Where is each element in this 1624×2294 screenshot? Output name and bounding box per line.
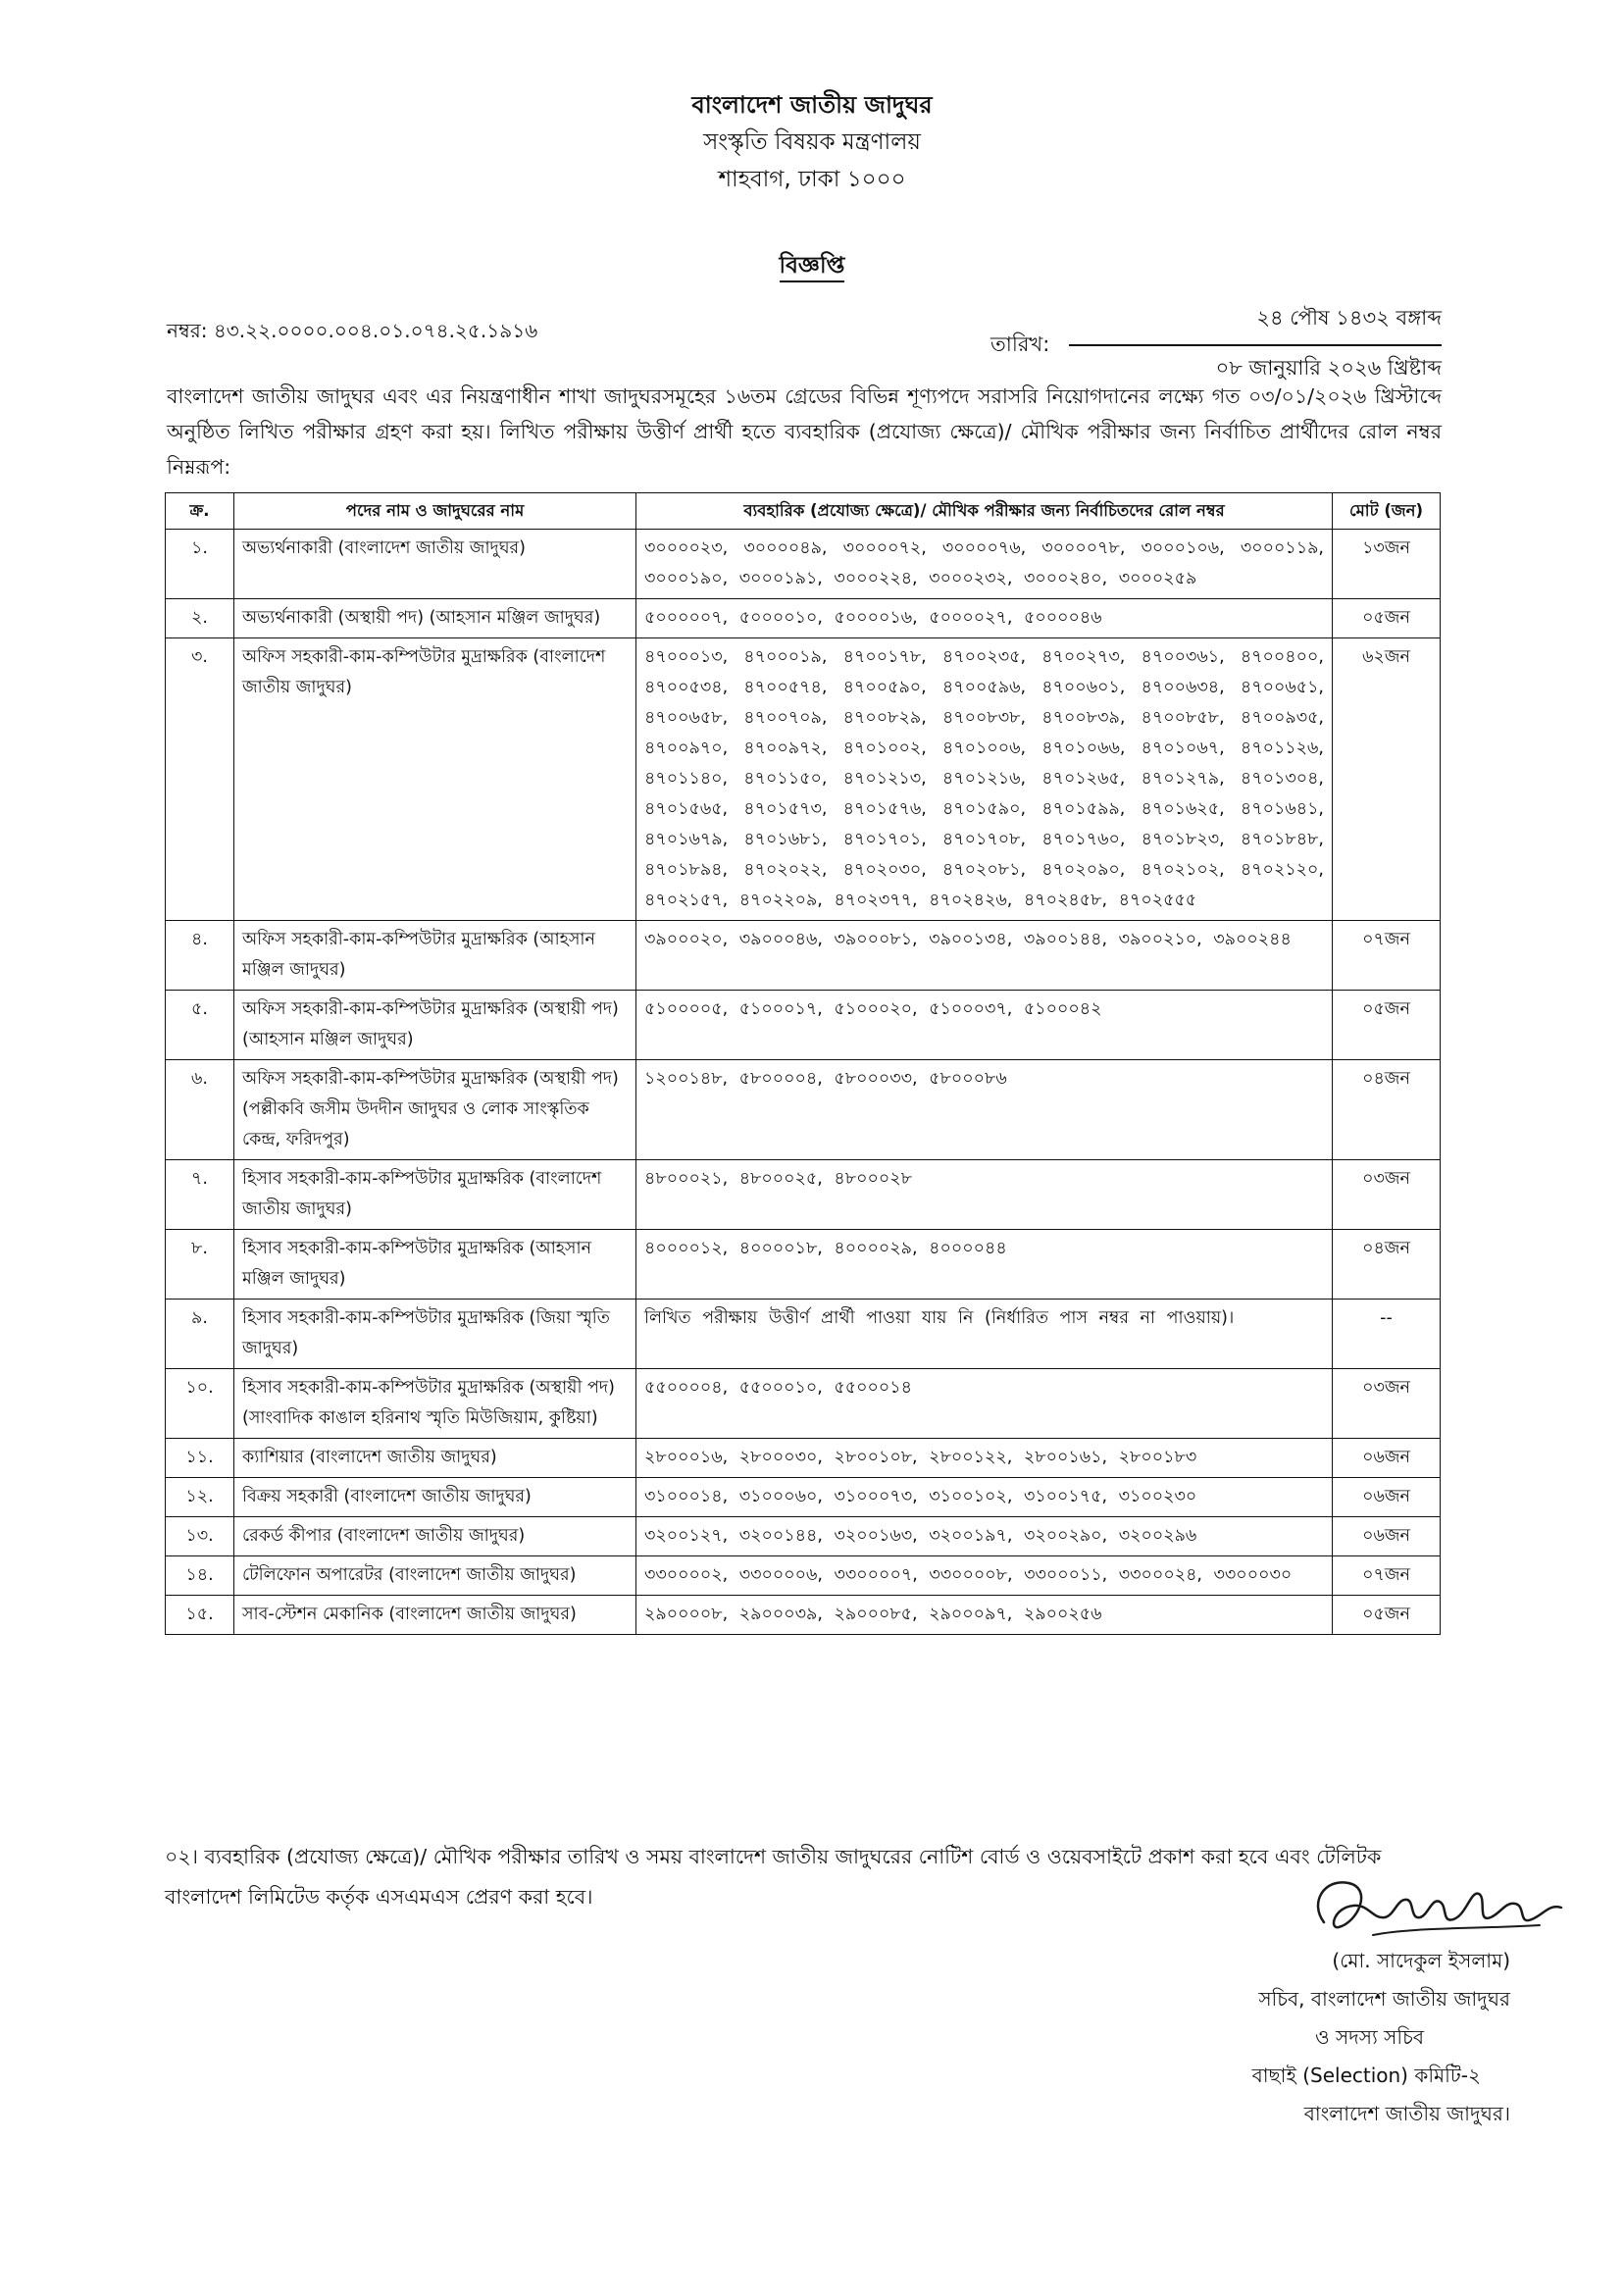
row-total: ০৫জন bbox=[1333, 991, 1441, 1060]
row-total: ০৩জন bbox=[1333, 1160, 1441, 1230]
row-rolls: ২৮০০০১৬, ২৮০০০৩০, ২৮০০১০৮, ২৮০০১২২, ২৮০০১৬১, ২৮০০১৮৩ bbox=[636, 1439, 1333, 1478]
signatory-title-2: ও সদস্য সচিব bbox=[1314, 2025, 1424, 2049]
row-rolls: ৩০০০০২৩, ৩০০০০৪৯, ৩০০০০৭২, ৩০০০০৭৬, ৩০০০০৭৮, ৩০০০১০৬, ৩০০০১১৯, ৩০০০১৯০, ৩০০০১৯১, ৩০০০২২৪, ৩০০০২৩২, ৩০০০২৪০, ৩০০০২৫৯ bbox=[636, 530, 1333, 599]
row-post: হিসাব সহকারী-কাম-কম্পিউটার মুদ্রাক্ষরিক (বাংলাদেশ জাতীয় জাদুঘর) bbox=[234, 1160, 636, 1230]
table-row bbox=[166, 1556, 1441, 1596]
signatory-block bbox=[1128, 1942, 1520, 2133]
table-row bbox=[166, 1596, 1441, 1635]
header-rolls: ব্যবহারিক (প্রযোজ্য ক্ষেত্রে)/ মৌখিক পরীক্ষার জন্য নির্বাচিতদের রোল নম্বর bbox=[636, 493, 1333, 530]
signatory-title-4: বাংলাদেশ জাতীয় জাদুঘর। bbox=[1303, 2102, 1510, 2125]
table-row bbox=[166, 1160, 1441, 1230]
row-rolls: ৩১০০০১৪, ৩১০০০৬০, ৩১০০০৭৩, ৩১০০১০২, ৩১০০১৭৫, ৩১০০২৩০ bbox=[636, 1478, 1333, 1517]
table-header-row bbox=[166, 493, 1441, 530]
table-row bbox=[166, 1369, 1441, 1439]
row-rolls: ৫৫০০০০৪, ৫৫০০০১০, ৫৫০০০১৪ bbox=[636, 1369, 1333, 1439]
row-post: টেলিফোন অপারেটর (বাংলাদেশ জাতীয় জাদুঘর) bbox=[234, 1556, 636, 1596]
letterhead bbox=[0, 86, 1624, 198]
row-serial: ৩. bbox=[166, 638, 234, 921]
organization-name: বাংলাদেশ জাতীয় জাদুঘর bbox=[691, 91, 933, 119]
row-serial: ১১. bbox=[166, 1439, 234, 1478]
signatory-title-3: বাছাই (Selection) কমিটি-২ bbox=[1251, 2064, 1481, 2087]
row-post: রেকর্ড কীপার (বাংলাদেশ জাতীয় জাদুঘর) bbox=[234, 1517, 636, 1556]
row-serial: ১. bbox=[166, 530, 234, 599]
date-label: তারিখ: bbox=[990, 332, 1050, 356]
ministry-name: সংস্কৃতি বিষয়ক মন্ত্রণালয় bbox=[703, 129, 921, 155]
row-rolls: ৪৮০০০২১, ৪৮০০০২৫, ৪৮০০০২৮ bbox=[636, 1160, 1333, 1230]
table-row bbox=[166, 599, 1441, 638]
row-total: ০৬জন bbox=[1333, 1439, 1441, 1478]
row-total: -- bbox=[1333, 1300, 1441, 1369]
row-post: হিসাব সহকারী-কাম-কম্পিউটার মুদ্রাক্ষরিক (আহসান মঞ্জিল জাদুঘর) bbox=[234, 1230, 636, 1300]
row-serial: ১৪. bbox=[166, 1556, 234, 1596]
intro-paragraph: বাংলাদেশ জাতীয় জাদুঘর এবং এর নিয়ন্ত্রণাধীন শাখা জাদুঘরসমূহের ১৬তম গ্রেডের বিভিন্ন শূণ্যপদে সরাসরি নিয়োগদানের লক্ষ্যে গত ০৩/০১/২০২৬ খ্রিস্টাব্দে অনুষ্ঠিত লিখিত পরীক্ষার গ্রহণ করা হয়। লিখিত পরীক্ষায় উত্তীর্ণ প্রার্থী হতে ব্যবহারিক (প্রযোজ্য ক্ষেত্রে)/ মৌখিক পরীক্ষার জন্য নির্বাচিত প্রার্থীদের রোল নম্বর নিম্নরূপ: bbox=[167, 384, 1442, 479]
address: শাহবাগ, ঢাকা ১০০০ bbox=[718, 167, 906, 192]
row-rolls: ২৯০০০০৮, ২৯০০০৩৯, ২৯০০০৮৫, ২৯০০০৯৭, ২৯০০২৫৬ bbox=[636, 1596, 1333, 1635]
note-paragraph: ০২। ব্যবহারিক (প্রযোজ্য ক্ষেত্রে)/ মৌখিক পরীক্ষার তারিখ ও সময় বাংলাদেশ জাতীয় জাদুঘরের নোটিশ বোর্ড ও ওয়েবসাইটে প্রকাশ করা হবে এবং টেলিটক বাংলাদেশ লিমিটেড কর্তৃক এসএমএস প্রেরণ করা হবে। bbox=[165, 1845, 1382, 1909]
signatory-name: (মো. সাদেকুল ইসলাম) bbox=[1332, 1949, 1510, 1972]
row-total: ১৩জন bbox=[1333, 530, 1441, 599]
row-total: ০৩জন bbox=[1333, 1369, 1441, 1439]
row-post: অফিস সহকারী-কাম-কম্পিউটার মুদ্রাক্ষরিক (অস্থায়ী পদ) (আহসান মঞ্জিল জাদুঘর) bbox=[234, 991, 636, 1060]
notice-title bbox=[0, 247, 1624, 285]
date-english: ০৮ জানুয়ারি ২০২৬ খ্রিষ্টাব্দ bbox=[1215, 356, 1442, 380]
row-serial: ২. bbox=[166, 599, 234, 638]
row-serial: ৪. bbox=[166, 921, 234, 991]
notice-title-text: বিজ্ঞপ্তি bbox=[780, 253, 845, 282]
row-serial: ১৫. bbox=[166, 1596, 234, 1635]
row-serial: ৬. bbox=[166, 1060, 234, 1160]
table-row bbox=[166, 921, 1441, 991]
row-post: ক্যাশিয়ার (বাংলাদেশ জাতীয় জাদুঘর) bbox=[234, 1439, 636, 1478]
roll-table bbox=[165, 492, 1441, 1635]
row-rolls: লিখিত পরীক্ষায় উত্তীর্ণ প্রার্থী পাওয়া যায় নি (নির্ধারিত পাস নম্বর না পাওয়ায়)। bbox=[636, 1300, 1333, 1369]
table-row bbox=[166, 1300, 1441, 1369]
row-rolls: ১২০০১৪৮, ৫৮০০০০৪, ৫৮০০০৩৩, ৫৮০০০৮৬ bbox=[636, 1060, 1333, 1160]
table-row bbox=[166, 638, 1441, 921]
row-post: অফিস সহকারী-কাম-কম্পিউটার মুদ্রাক্ষরিক (বাংলাদেশ জাতীয় জাদুঘর) bbox=[234, 638, 636, 921]
row-total: ০৪জন bbox=[1333, 1060, 1441, 1160]
row-post: বিক্রয় সহকারী (বাংলাদেশ জাতীয় জাদুঘর) bbox=[234, 1478, 636, 1517]
row-post: অফিস সহকারী-কাম-কম্পিউটার মুদ্রাক্ষরিক (অস্থায়ী পদ) (পল্লীকবি জসীম উদদীন জাদুঘর ও লোক সাংস্কৃতিক কেন্দ্র, ফরিদপুর) bbox=[234, 1060, 636, 1160]
row-rolls: ৫১০০০০৫, ৫১০০০১৭, ৫১০০০২০, ৫১০০০৩৭, ৫১০০০৪২ bbox=[636, 991, 1333, 1060]
row-total: ৬২জন bbox=[1333, 638, 1441, 921]
row-total: ০৫জন bbox=[1333, 599, 1441, 638]
row-rolls: ৩২০০১২৭, ৩২০০১৪৪, ৩২০০১৬৩, ৩২০০১৯৭, ৩২০০২৯০, ৩২০০২৯৬ bbox=[636, 1517, 1333, 1556]
table-row bbox=[166, 530, 1441, 599]
row-serial: ৭. bbox=[166, 1160, 234, 1230]
row-total: ০৫জন bbox=[1333, 1596, 1441, 1635]
row-post: সাব-স্টেশন মেকানিক (বাংলাদেশ জাতীয় জাদুঘর) bbox=[234, 1596, 636, 1635]
date-bangla: ২৪ পৌষ ১৪৩২ বঙ্গাব্দ bbox=[1069, 302, 1442, 346]
row-rolls: ৪০০০০১২, ৪০০০০১৮, ৪০০০০২৯, ৪০০০০৪৪ bbox=[636, 1230, 1333, 1300]
table-row bbox=[166, 1478, 1441, 1517]
row-total: ০৪জন bbox=[1333, 1230, 1441, 1300]
row-total: ০৬জন bbox=[1333, 1517, 1441, 1556]
row-rolls: ৪৭০০০১৩, ৪৭০০০১৯, ৪৭০০১৭৮, ৪৭০০২৩৫, ৪৭০০২৭৩, ৪৭০০৩৬১, ৪৭০০৪০০, ৪৭০০৫৩৪, ৪৭০০৫৭৪, ৪৭০০৫৯০, ৪৭০০৫৯৬, ৪৭০০৬০১, ৪৭০০৬৩৪, ৪৭০০৬৫১, ৪৭০০৬৫৮, ৪৭০০৭০৯, ৪৭০০৮২৯, ৪৭০০৮৩৮, ৪৭০০৮৩৯, ৪৭০০৮৫৮, ৪৭০০৯৩৫, ৪৭০০৯৭০, ৪৭০০৯৭২, ৪৭০১০০২, ৪৭০১০০৬, ৪৭০১০৬৬, ৪৭০১০৬৭, ৪৭০১১২৬, ৪৭০১১৪০, ৪৭০১১৫০, ৪৭০১২১৩, ৪৭০১২১৬, ৪৭০১২৬৫, ৪৭০১২৭৯, ৪৭০১৩০৪, ৪৭০১৫৬৫, ৪৭০১৫৭৩, ৪৭০১৫৭৬, ৪৭০১৫৯০, ৪৭০১৫৯৯, ৪৭০১৬২৫, ৪৭০১৬৪১, ৪৭০১৬৭৯, ৪৭০১৬৮১, ৪৭০১৭০১, ৪৭০১৭০৮, ৪৭০১৭৬০, ৪৭০১৮২৩, ৪৭০১৮৪৮, ৪৭০১৮৯৪, ৪৭০২০২২, ৪৭০২০৩০, ৪৭০২০৮১, ৪৭০২০৯০, ৪৭০২১০২, ৪৭০২১২০, ৪৭০২১৫৭, ৪৭০২২০৯, ৪৭০২৩৭৭, ৪৭০২৪২৬, ৪৭০২৪৫৮, ৪৭০২৫৫৫ bbox=[636, 638, 1333, 921]
table-row bbox=[166, 1439, 1441, 1478]
row-serial: ৯. bbox=[166, 1300, 234, 1369]
date-block bbox=[1069, 302, 1442, 386]
header-total: মোট (জন) bbox=[1333, 493, 1441, 530]
row-post: অভ্যর্থনাকারী (বাংলাদেশ জাতীয় জাদুঘর) bbox=[234, 530, 636, 599]
row-serial: ৮. bbox=[166, 1230, 234, 1300]
row-post: অভ্যর্থনাকারী (অস্থায়ী পদ) (আহসান মঞ্জিল জাদুঘর) bbox=[234, 599, 636, 638]
row-serial: ৫. bbox=[166, 991, 234, 1060]
header-post: পদের নাম ও জাদুঘরের নাম bbox=[234, 493, 636, 530]
table-row bbox=[166, 1230, 1441, 1300]
table-row bbox=[166, 991, 1441, 1060]
row-total: ০৭জন bbox=[1333, 1556, 1441, 1596]
row-serial: ১২. bbox=[166, 1478, 234, 1517]
row-rolls: ৩৩০০০০২, ৩৩০০০০৬, ৩৩০০০০৭, ৩৩০০০০৮, ৩৩০০০১১, ৩৩০০০২৪, ৩৩০০০৩০ bbox=[636, 1556, 1333, 1596]
row-total: ০৭জন bbox=[1333, 921, 1441, 991]
memo-number: নম্বর: ৪৩.২২.০০০০.০০৪.০১.০৭৪.২৫.১৯১৬ bbox=[167, 319, 538, 342]
table-row bbox=[166, 1060, 1441, 1160]
row-serial: ১৩. bbox=[166, 1517, 234, 1556]
row-post: হিসাব সহকারী-কাম-কম্পিউটার মুদ্রাক্ষরিক (অস্থায়ী পদ) (সাংবাদিক কাঙাল হরিনাথ স্মৃতি মিউজিয়াম, কুষ্টিয়া) bbox=[234, 1369, 636, 1439]
header-serial: ক্র. bbox=[166, 493, 234, 530]
row-post: অফিস সহকারী-কাম-কম্পিউটার মুদ্রাক্ষরিক (আহসান মঞ্জিল জাদুঘর) bbox=[234, 921, 636, 991]
row-total: ০৬জন bbox=[1333, 1478, 1441, 1517]
row-serial: ১০. bbox=[166, 1369, 234, 1439]
row-rolls: ৩৯০০০২০, ৩৯০০০৪৬, ৩৯০০০৮১, ৩৯০০১৩৪, ৩৯০০১৪৪, ৩৯০০২১০, ৩৯০০২৪৪ bbox=[636, 921, 1333, 991]
row-post: হিসাব সহকারী-কাম-কম্পিউটার মুদ্রাক্ষরিক (জিয়া স্মৃতি জাদুঘর) bbox=[234, 1300, 636, 1369]
signatory-title-1: সচিব, বাংলাদেশ জাতীয় জাদুঘর bbox=[1258, 1987, 1510, 2011]
table-row bbox=[166, 1517, 1441, 1556]
row-rolls: ৫০০০০০৭, ৫০০০০১০, ৫০০০০১৬, ৫০০০০২৭, ৫০০০০৪৬ bbox=[636, 599, 1333, 638]
